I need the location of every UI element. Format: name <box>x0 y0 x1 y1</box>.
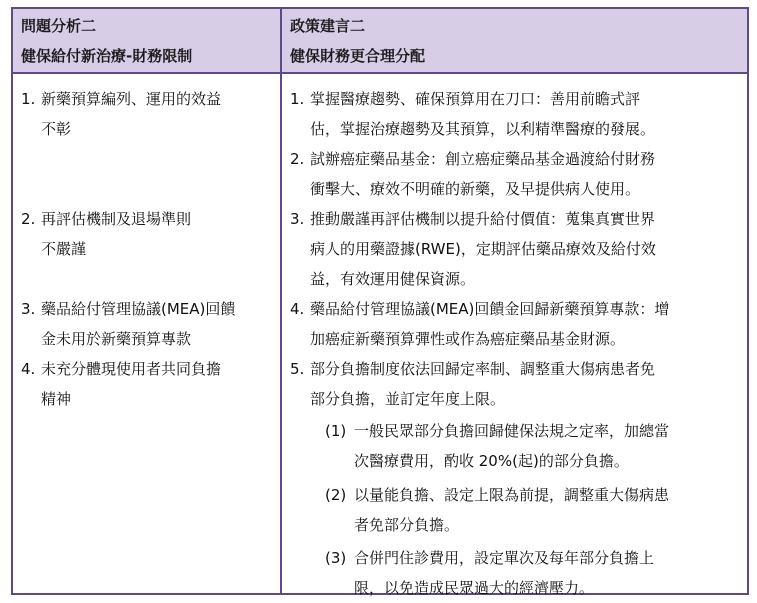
right-item-1-number: 1. <box>290 90 305 108</box>
left-header-cell <box>13 9 280 72</box>
left-item-3-line-2: 金未用於新藥預算專款 <box>41 330 192 348</box>
left-body-cell <box>13 74 280 593</box>
right-heading-subtitle: 健保財務更合理分配 <box>290 47 426 65</box>
left-heading-subtitle: 健保給付新治療-財務限制 <box>21 47 193 65</box>
right-subitem-2-line-1: 以量能負擔、設定上限為前提，調整重大傷病患 <box>354 486 670 504</box>
right-header-cell <box>282 9 747 72</box>
right-item-3-line-1: 推動嚴謹再評估機制以提升給付價值：蒐集真實世界 <box>310 210 656 228</box>
left-heading-title: 問題分析二 <box>21 17 97 35</box>
left-item-1-number: 1. <box>21 90 36 108</box>
right-item-3 <box>290 204 656 294</box>
right-item-2 <box>290 144 655 204</box>
table-header-row <box>13 9 747 74</box>
right-subitem-3 <box>325 543 654 603</box>
left-item-2-line-1: 再評估機制及退場準則 <box>41 210 192 228</box>
policy-table <box>11 7 749 595</box>
right-item-2-line-2: 衝擊大、療效不明確的新藥，及早提供病人使用。 <box>310 180 641 198</box>
left-item-3-number: 3. <box>21 300 36 318</box>
right-item-1-line-1: 掌握醫療趨勢、確保預算用在刀口：善用前瞻式評 <box>310 90 641 108</box>
left-item-1-line-2: 不彰 <box>41 120 72 138</box>
right-item-5-number: 5. <box>290 360 305 378</box>
right-subitem-3-line-2: 限，以免造成民眾過大的經濟壓力。 <box>354 579 595 597</box>
right-subitem-1-line-2: 次醫療費用，酌收 20%(起)的部分負擔。 <box>354 452 629 470</box>
right-subitem-2-line-2: 者免部分負擔。 <box>354 516 460 534</box>
right-subitem-2-number: (2) <box>325 486 347 504</box>
right-item-3-line-3: 益，有效運用健保資源。 <box>310 270 476 288</box>
right-subitem-1-number: (1) <box>325 422 347 440</box>
right-item-1 <box>290 84 655 144</box>
left-item-2-number: 2. <box>21 210 36 228</box>
right-item-3-number: 3. <box>290 210 305 228</box>
left-item-4 <box>21 354 221 414</box>
right-subitem-1 <box>325 416 669 476</box>
right-item-2-line-1: 試辦癌症藥品基金：創立癌症藥品基金過渡給付財務 <box>310 150 656 168</box>
right-subitem-3-line-1: 合併門住診費用，設定單次及每年部分負擔上 <box>354 549 655 567</box>
left-item-4-line-2: 精神 <box>41 390 72 408</box>
right-subitem-1-line-1: 一般民眾部分負擔回歸健保法規之定率，加總當 <box>354 422 670 440</box>
left-item-1 <box>21 84 221 144</box>
left-item-4-number: 4. <box>21 360 36 378</box>
right-item-5 <box>290 354 655 414</box>
right-item-1-line-2: 估，掌握治療趨勢及其預算，以利精準醫療的發展。 <box>310 120 656 138</box>
left-item-3-line-1: 藥品給付管理協議(MEA)回饋 <box>41 300 236 318</box>
right-item-2-number: 2. <box>290 150 305 168</box>
right-item-4-line-2: 加癌症新藥預算彈性或作為癌症藥品基金財源。 <box>310 330 626 348</box>
right-item-4-line-1: 藥品給付管理協議(MEA)回饋金回歸新藥預算專款：增 <box>310 300 670 318</box>
right-subitem-3-number: (3) <box>325 549 347 567</box>
right-item-4-number: 4. <box>290 300 305 318</box>
right-item-4 <box>290 294 669 354</box>
right-item-5-line-2: 部分負擔，並訂定年度上限。 <box>310 390 506 408</box>
left-item-2-line-2: 不嚴謹 <box>41 240 87 258</box>
right-heading-title: 政策建言二 <box>290 17 366 35</box>
right-item-3-line-2: 病人的用藥證據(RWE)，定期評估藥品療效及給付效 <box>310 240 656 258</box>
right-item-5-line-1: 部分負擔制度依法回歸定率制、調整重大傷病患者免 <box>310 360 656 378</box>
left-item-3 <box>21 294 235 354</box>
right-body-cell <box>282 74 747 597</box>
right-subitem-2 <box>325 480 669 540</box>
left-item-2 <box>21 204 191 264</box>
left-item-4-line-1: 未充分體現使用者共同負擔 <box>41 360 222 378</box>
left-item-1-line-1: 新藥預算編列、運用的效益 <box>41 90 222 108</box>
